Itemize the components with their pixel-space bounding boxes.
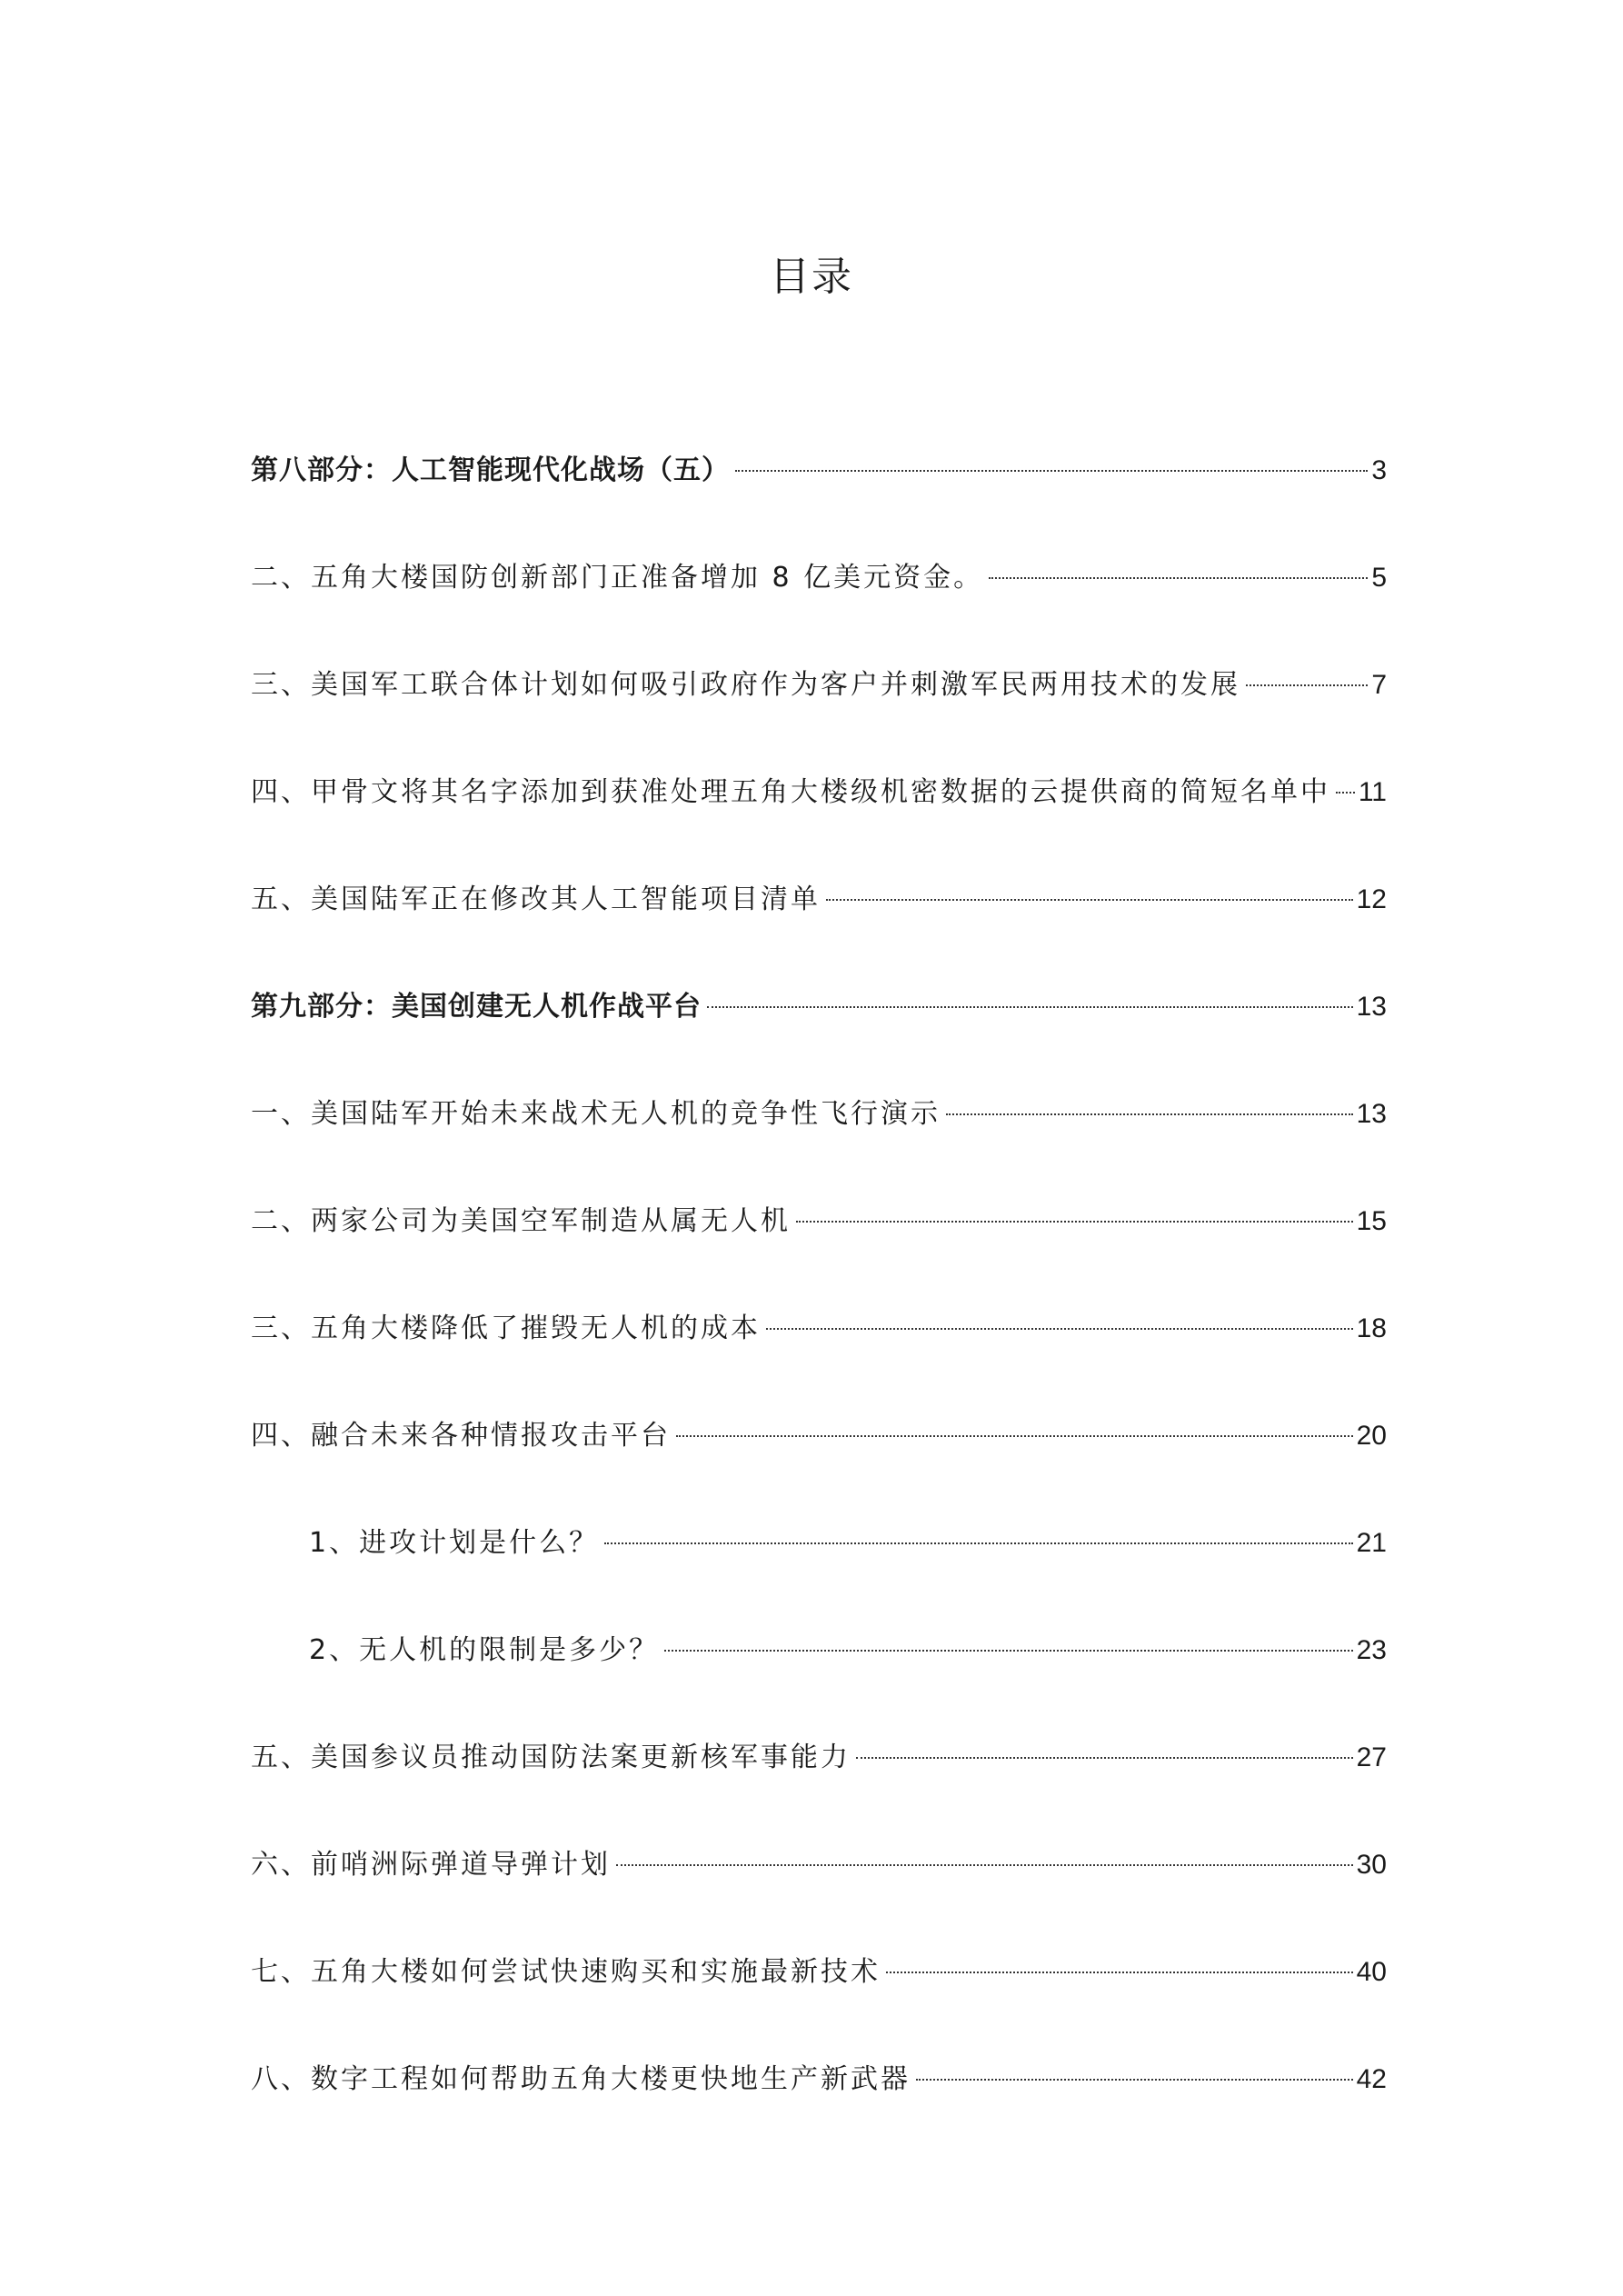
- toc-dot-leader: [664, 1650, 1353, 1652]
- toc-page-number: 13: [1356, 992, 1387, 1022]
- toc-entry-label: 第九部分：美国创建无人机作战平台: [251, 991, 702, 1023]
- toc-dot-leader: [707, 1006, 1353, 1008]
- toc-entry-label: 四、甲骨文将其名字添加到获准处理五角大楼级机密数据的云提供商的简短名单中: [251, 776, 1330, 808]
- toc-page-number: 3: [1371, 455, 1387, 485]
- toc-page-number: 7: [1371, 670, 1387, 700]
- toc-dot-leader: [676, 1435, 1353, 1437]
- toc-dot-leader: [826, 899, 1353, 901]
- toc-entry[interactable]: [251, 1738, 1387, 1778]
- toc-dot-leader: [766, 1328, 1353, 1330]
- toc-entry[interactable]: [251, 1094, 1387, 1134]
- toc-entry-label: 二、五角大楼国防创新部门正准备增加 8 亿美元资金。: [251, 562, 984, 594]
- toc-entry-label: 四、融合未来各种情报攻击平台: [251, 1420, 671, 1452]
- toc-page-number: 40: [1356, 1957, 1387, 1987]
- toc-entry-label: 五、美国参议员推动国防法案更新核军事能力: [251, 1742, 851, 1773]
- toc-entry[interactable]: [251, 665, 1387, 705]
- toc-entry[interactable]: [251, 1202, 1387, 1242]
- toc-entry-part-8[interactable]: [251, 451, 1387, 491]
- toc-entry-label: 第八部分：人工智能现代化战场（五）: [251, 454, 730, 486]
- toc-dot-leader: [916, 2079, 1353, 2081]
- toc-entry[interactable]: [251, 2060, 1387, 2100]
- toc-dot-leader: [735, 470, 1368, 472]
- toc-page-number: 13: [1356, 1099, 1387, 1129]
- page-title: 目录: [770, 254, 853, 300]
- toc-dot-leader: [616, 1864, 1353, 1866]
- toc-subentry[interactable]: [309, 1523, 1387, 1563]
- toc-entry-part-9[interactable]: [251, 987, 1387, 1027]
- toc-entry[interactable]: [251, 1952, 1387, 1992]
- toc-page-number: 21: [1356, 1528, 1387, 1558]
- toc-entry-label: 七、五角大楼如何尝试快速购买和实施最新技术: [251, 1956, 881, 1988]
- toc-page-number: 23: [1356, 1635, 1387, 1665]
- toc-entry-label: 三、五角大楼降低了摧毁无人机的成本: [251, 1313, 761, 1344]
- toc-entry[interactable]: [251, 880, 1387, 920]
- toc-dot-leader: [604, 1542, 1353, 1544]
- toc-page-number: 11: [1358, 777, 1387, 807]
- toc-entry[interactable]: [251, 1845, 1387, 1885]
- toc-page-number: 18: [1356, 1313, 1387, 1343]
- toc-entry-label: 三、美国军工联合体计划如何吸引政府作为客户并刺激军民两用技术的发展: [251, 669, 1240, 701]
- toc-entry[interactable]: [251, 558, 1387, 598]
- toc-dot-leader: [856, 1757, 1353, 1759]
- toc-entry[interactable]: [251, 773, 1387, 813]
- toc-entry-label: 1、进攻计划是什么？: [309, 1527, 600, 1559]
- toc-entry-label: 五、美国陆军正在修改其人工智能项目清单: [251, 883, 821, 915]
- toc-entry-label: 二、两家公司为美国空军制造从属无人机: [251, 1205, 791, 1237]
- toc-dot-leader: [886, 1972, 1353, 1973]
- toc-page-number: 12: [1356, 884, 1387, 914]
- toc-page-number: 15: [1356, 1206, 1387, 1236]
- toc-entry-label: 八、数字工程如何帮助五角大楼更快地生产新武器: [251, 2063, 911, 2095]
- toc-dot-leader: [1246, 684, 1368, 686]
- toc-page-number: 27: [1356, 1742, 1387, 1772]
- toc-page-number: 30: [1356, 1850, 1387, 1880]
- toc-entry-label: 一、美国陆军开始未来战术无人机的竞争性飞行演示: [251, 1098, 941, 1130]
- toc-subentry[interactable]: [309, 1631, 1387, 1671]
- toc-dot-leader: [946, 1113, 1353, 1115]
- toc-page-number: 5: [1371, 563, 1387, 593]
- toc-dot-leader: [1336, 792, 1355, 794]
- toc-entry[interactable]: [251, 1416, 1387, 1456]
- toc-page-number: 42: [1356, 2064, 1387, 2094]
- toc-dot-leader: [796, 1221, 1353, 1223]
- toc-dot-leader: [989, 577, 1368, 579]
- toc-entry-label: 2、无人机的限制是多少？: [309, 1634, 660, 1666]
- toc-page-number: 20: [1356, 1421, 1387, 1451]
- toc-entry[interactable]: [251, 1309, 1387, 1349]
- toc-entry-label: 六、前哨洲际弹道导弹计划: [251, 1849, 611, 1881]
